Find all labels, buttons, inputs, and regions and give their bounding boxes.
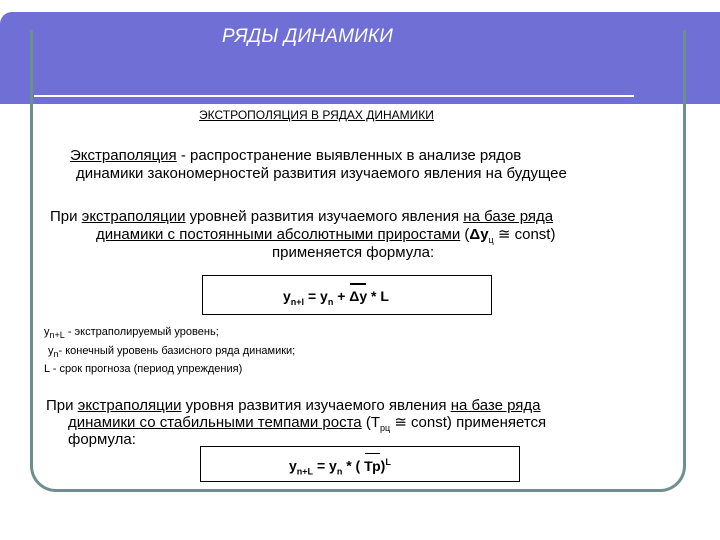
case1-text-b: экстраполяции [81,208,186,225]
case1-text-f: ( [460,226,470,243]
case2-line-1 [46,397,541,414]
case2-line-2 [68,414,546,437]
case2-text-a: При [46,397,78,414]
formula2-tp: Тр [364,457,381,474]
formula-1 [283,288,389,307]
case2-text-c: уровня развития изучаемого явления [181,397,451,414]
legend1-sub: n+L [49,330,65,341]
definition-line-2: динамики закономерностей развития изучаемого явления на будущее [76,165,567,182]
formula2-sub1: n+L [296,466,314,477]
formula1-sub1: n+l [290,296,305,307]
case2-text-g: ≅ const) применяется [390,414,547,431]
legend-item-1 [44,325,219,342]
case1-text-g: ≅ const) [493,226,556,243]
legend-item-2 [48,344,295,361]
formula2-eq: = y [313,457,337,474]
formula-2 [289,457,391,476]
formula1-delta: Δy [349,288,368,304]
legend2-var: y [48,345,54,357]
case1-line-3: применяется формула: [272,244,435,261]
definition-text-1: - распространение выявленных в анализе рядов [176,147,522,164]
legend2-sub: n [53,349,59,360]
legend1-text: - экстраполируемый уровень; [64,326,219,338]
slide-subtitle: ЭКСТРОПОЛЯЦИЯ В РЯДАХ ДИНАМИКИ [199,108,434,122]
formula2-close: ) [380,457,386,474]
case1-line-1 [50,208,553,225]
case1-sub: ц [488,235,494,245]
case2-text-b: экстраполяции [77,397,182,414]
formula1-y: y [283,288,291,304]
case1-y: y [480,226,489,243]
definition-term: Экстраполяция [70,147,177,164]
case1-delta: Δ [469,226,481,243]
case2-line-3: формула: [68,431,136,448]
formula-box-2 [200,446,520,482]
case2-text-d: на базе ряда [450,397,541,414]
case2-text-f: (Т [361,414,380,431]
formula2-mid: * ( [342,457,365,474]
formula1-rest: * L [367,288,389,304]
formula1-plus: + [333,288,350,304]
slide-title: РЯДЫ ДИНАМИКИ [222,26,394,47]
case1-text-a: При [50,208,82,225]
formula1-sub2: n [327,296,334,307]
formula2-sub2: n [336,466,343,477]
case2-sub: рц [379,423,391,433]
formula2-y: y [289,457,297,474]
case1-text-d: на базе ряда [463,208,554,225]
formula2-sup: L [385,457,391,467]
legend-item-3: L - срок прогноза (период упреждения) [44,363,243,375]
legend2-text: - конечный уровень базисного ряда динамики; [58,345,296,357]
case1-text-c: уровней развития изучаемого явления [185,208,464,225]
case2-text-e: динамики со стабильными темпами роста [68,414,362,431]
legend1-var: y [44,326,50,338]
formula-box-1 [202,275,492,315]
formula1-eq: = y [304,288,328,304]
definition-line-1 [70,147,521,164]
case1-text-e: динамики с постоянными абсолютными приростами [96,226,461,243]
